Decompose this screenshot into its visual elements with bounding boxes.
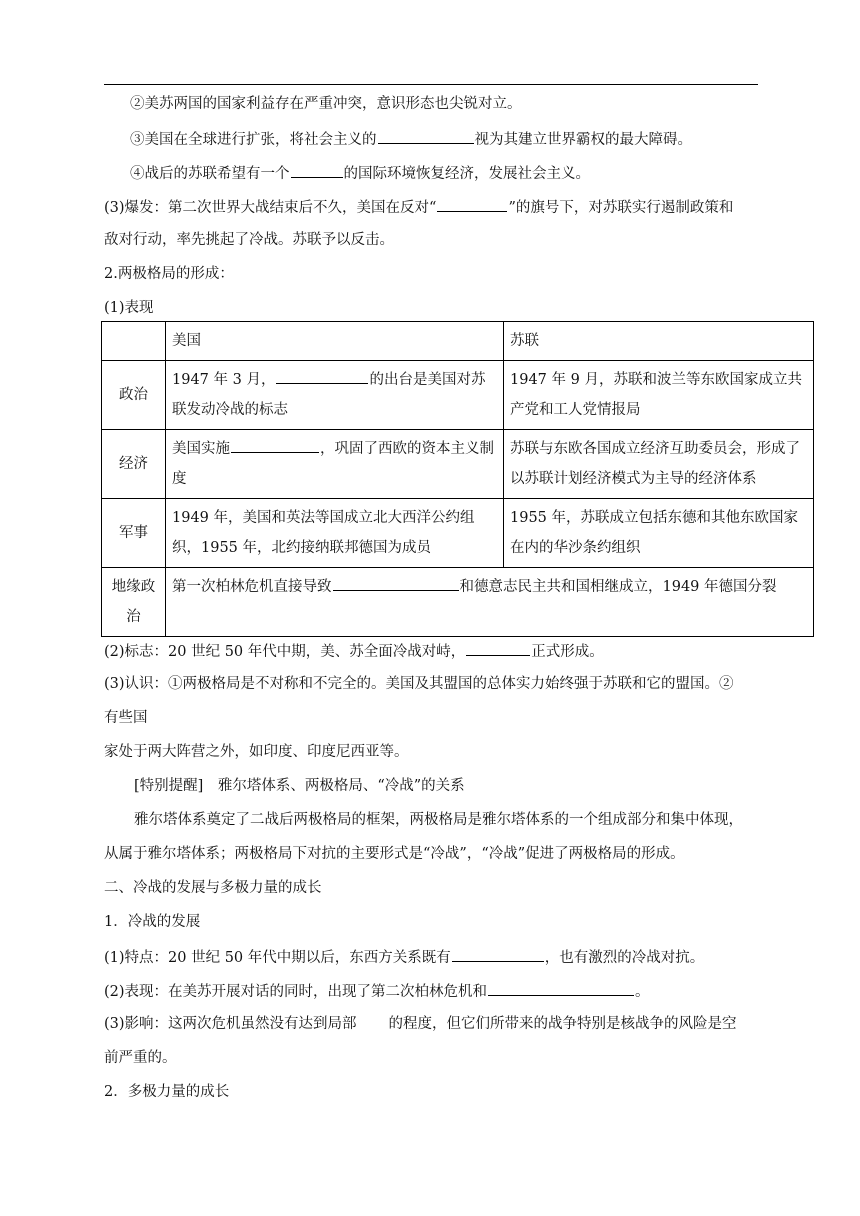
reminder-title <box>134 776 465 796</box>
fill-blank[interactable] <box>452 946 544 962</box>
table-header-ussr: 苏联 <box>504 322 814 361</box>
row-label-economy: 经济 <box>102 430 166 499</box>
view-line-1 <box>104 674 734 694</box>
table-header-us: 美国 <box>166 322 504 361</box>
fill-blank[interactable] <box>231 437 319 453</box>
effect-pre: (3)影响：这两次危机虽然没有达到局部 <box>104 1016 357 1032</box>
bipolar-heading <box>104 264 234 284</box>
reminder-para-2-text: 从属于雅尔塔体系；两极格局下对抗的主要形式是“冷战”，“冷战”促进了两极格局的形成。 <box>104 846 685 862</box>
fill-blank[interactable] <box>437 196 507 212</box>
trait-pre: (1)特点：20 世纪 50 年代中期以后，东西方关系既有 <box>104 950 451 966</box>
fill-blank[interactable] <box>276 368 368 384</box>
sign-line <box>104 640 604 662</box>
table-row <box>102 499 814 568</box>
view-line-2 <box>104 708 148 728</box>
table-row <box>102 568 814 637</box>
item-4 <box>130 162 590 184</box>
item-3 <box>130 128 692 150</box>
cell-text: ，巩固了西欧的资本主义制度 <box>172 441 494 487</box>
row-label-geopolitics: 地缘政治 <box>102 568 166 637</box>
cell-ussr-military: 1955 年，苏联成立包括东德和其他东欧国家在内的华沙条约组织 <box>504 499 814 568</box>
table-row <box>102 430 814 499</box>
item-4-post: 的国际环境恢复经济，发展社会主义。 <box>343 166 590 182</box>
item-4-pre: ④战后的苏联希望有一个 <box>130 166 290 182</box>
sign-post: 正式形成。 <box>531 644 604 660</box>
table-row <box>102 361 814 430</box>
effect-post: 的程度，但它们所带来的战争特别是核战争的风险是空 <box>388 1016 737 1032</box>
section2-heading-text: 二、冷战的发展与多极力量的成长 <box>104 880 322 896</box>
section2-sub1 <box>104 912 200 932</box>
section2-sub1-text: 1．冷战的发展 <box>104 914 201 930</box>
reminder-para-1-text: 雅尔塔体系奠定了二战后两极格局的框架，两极格局是雅尔塔体系的一个组成部分和集中体现， <box>134 812 743 828</box>
section2-sub2-text: 2．多极力量的成长 <box>104 1084 230 1100</box>
outbreak-line-2 <box>104 230 394 250</box>
cell-ussr-economy: 苏联与东欧各国成立经济互助委员会，形成了以苏联计划经济模式为主导的经济体系 <box>504 430 814 499</box>
reminder-para-1 <box>134 810 743 830</box>
header-rule <box>104 84 758 85</box>
row-label-politics: 政治 <box>102 361 166 430</box>
fill-blank[interactable] <box>466 640 530 656</box>
section2-sub2 <box>104 1082 229 1102</box>
bipolar-sub1-text: (1)表现 <box>104 300 154 316</box>
view-line-1-text: (3)认识：①两极格局是不对称和不完全的。美国及其盟国的总体实力始终强于苏联和它的盟国。② <box>104 676 734 692</box>
show-post: 。 <box>635 984 650 1000</box>
cell-text: 的出台是美国对苏联发动冷战的标志 <box>172 372 486 418</box>
cell-geopolitics <box>166 568 814 637</box>
reminder-title-text: [特别提醒] 雅尔塔体系、两极格局、“冷战”的关系 <box>134 778 465 794</box>
outbreak-post: ”的旗号下，对苏联实行遏制政策和 <box>508 200 734 216</box>
cell-text: 1947 年 3 月， <box>172 372 276 388</box>
item-3-post: 视为其建立世界霸权的最大障碍。 <box>474 132 692 148</box>
effect-line <box>104 1014 737 1034</box>
row-label-military: 军事 <box>102 499 166 568</box>
section2-heading <box>104 878 322 898</box>
item-2 <box>130 94 522 114</box>
view-line-3 <box>104 742 409 762</box>
fill-blank[interactable] <box>333 575 459 591</box>
view-line-2-text: 有些国 <box>104 710 148 726</box>
view-line-3-text: 家处于两大阵营之外，如印度、印度尼西亚等。 <box>104 744 409 760</box>
cell-us-politics <box>166 361 504 430</box>
effect-line-2 <box>104 1048 177 1068</box>
item-3-pre: ③美国在全球进行扩张，将社会主义的 <box>130 132 377 148</box>
effect-line-2-text: 前严重的。 <box>104 1050 177 1066</box>
cell-text: 和德意志民主共和国相继成立，1949 年德国分裂 <box>459 579 777 595</box>
comparison-table <box>101 321 814 637</box>
cell-text: 美国实施 <box>172 441 230 457</box>
table-header-row <box>102 322 814 361</box>
reminder-para-2 <box>104 844 685 864</box>
outbreak-line-2-text: 敌对行动，率先挑起了冷战。苏联予以反击。 <box>104 232 394 248</box>
show-line <box>104 980 650 1002</box>
cell-ussr-politics: 1947 年 9 月，苏联和波兰等东欧国家成立共产党和工人党情报局 <box>504 361 814 430</box>
trait-post: ，也有激烈的冷战对抗。 <box>544 950 705 966</box>
cell-text: 第一次柏林危机直接导致 <box>172 579 332 595</box>
cell-us-economy <box>166 430 504 499</box>
fill-blank[interactable] <box>378 128 474 144</box>
sign-pre: (2)标志：20 世纪 50 年代中期，美、苏全面冷战对峙， <box>104 644 466 660</box>
fill-blank[interactable] <box>488 980 634 996</box>
outbreak-pre: (3)爆发：第二次世界大战结束后不久，美国在反对“ <box>104 200 437 216</box>
table-corner-cell <box>102 322 166 361</box>
bipolar-sub1 <box>104 298 154 318</box>
outbreak-line <box>104 196 733 218</box>
cell-us-military: 1949 年，美国和英法等国成立北大西洋公约组织，1955 年，北约接纳联邦德国为成员 <box>166 499 504 568</box>
trait-line <box>104 946 704 968</box>
item-2-text: ②美苏两国的国家利益存在严重冲突，意识形态也尖锐对立。 <box>130 96 522 112</box>
bipolar-heading-text: 2.两极格局的形成： <box>104 266 234 282</box>
fill-blank[interactable] <box>291 162 343 178</box>
show-pre: (2)表现：在美苏开展对话的同时，出现了第二次柏林危机和 <box>104 984 488 1000</box>
